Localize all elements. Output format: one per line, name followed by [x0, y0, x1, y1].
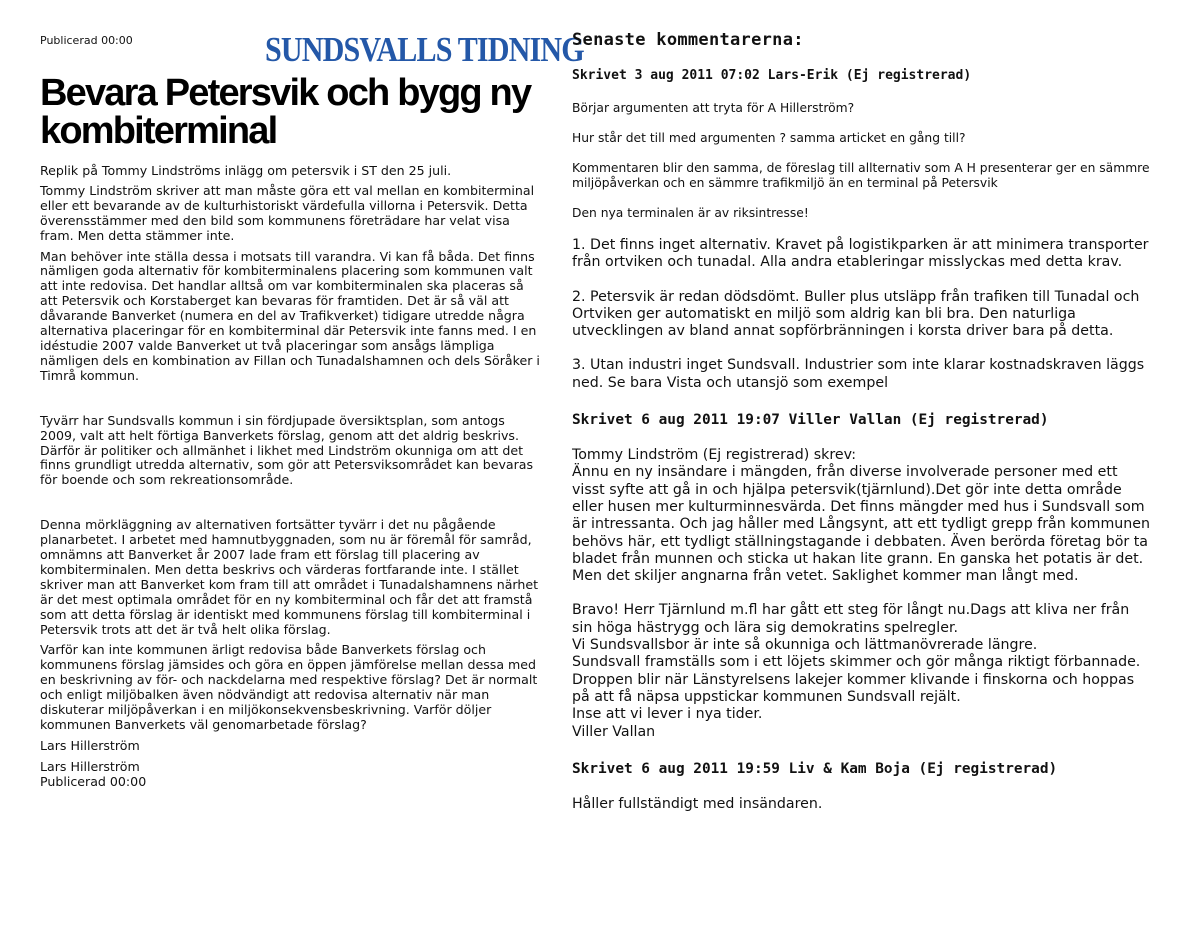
- comments-heading: Senaste kommentarerna:: [572, 30, 804, 50]
- comment-text: Kommentaren blir den samma, de föreslag till allternativ som A H presenterar ger en sämmre miljöpåverkan och en sämmre trafikmiljö än en terminal på Petersvik: [572, 161, 1150, 190]
- comment-meta: Skrivet 3 aug 2011 07:02 Lars-Erik (Ej registrerad): [572, 68, 972, 83]
- comment-text: Hur står det till med argumenten ? samma articket en gång till?: [572, 131, 966, 145]
- comment-text: Börjar argumenten att tryta för A Hillerström?: [572, 101, 855, 115]
- comment: [572, 68, 1152, 392]
- comment-text: Sundsvall framställs som i ett löjets skimmer och gör många riktigt förbannade.: [572, 654, 1141, 671]
- published-label-bottom: Publicerad 00:00: [40, 773, 147, 789]
- comment-text: Viller Vallan: [572, 723, 656, 740]
- author-signature: Lars Hillerström: [40, 758, 140, 774]
- article-paragraph: Denna mörkläggning av alternativen fortsätter tyvärr i det nu pågående planarbetet. I arbetet med hamnutbyggnaden, som nu är föremål för samråd, omnämns att Banverket år 2007 lade fram ett förslag till placering av kombiterminalen. Men detta beskrivs och värderas fortfarande inte. I stället skriver man att Banverket kom fram till att området i Tunadalshamnens närhet är det mest optimala området för en ny kombiterminal och får det att framstå som att detta förslag är identiskt med kommunens förslag till kombiterminal i Petersvik trots att det är två helt olika förslag.: [40, 517, 539, 637]
- comment-meta: Skrivet 6 aug 2011 19:59 Liv & Kam Boja (Ej registrerad): [572, 760, 1058, 777]
- comment-text: Ännu en ny insändare i mängden, från diverse involverade personer med ett visst syfte att gå in och hjälpa petersvik(tjärnlund).Det gör inte detta område eller husen mer kulturminnesvärda. Det finns mängder med hus i Sundsvall som är intressanta. Och jag håller med Långsynt, att ett tydligt grepp från kommunen behövs här, ett tydligt ställningstagande i debbaten. Även berörda företag bör ta bladet från munnen och sticka ut hakan lite grann. En ganska het potatis är det. Men det skiljer angnarna från vetet. Saklighet kommer man långt med.: [572, 464, 1150, 585]
- comment-meta: Skrivet 6 aug 2011 19:07 Viller Vallan (Ej registrerad): [572, 412, 1049, 429]
- published-label-top: Publicerad 00:00: [40, 34, 133, 47]
- article-paragraph: Man behöver inte ställa dessa i motsats till varandra. Vi kan få båda. Det finns nämligen goda alternativ för kombiterminalens placering som kommunen valt att inte redovisa. Det handlar alltså om var kombiterminalen ska placeras så att Petersvik och Korstaberget kan bevaras för framtiden. Det är så väl att dåvarande Banverket (numera en del av Trafikverket) tidigare utredde några alternativa placeringar för en kombiterminal där Petersvik inte fanns med. I en idéstudie 2007 valde Banverket ut två placeringar som ansågs lämpliga nämligen dels en kombination av Fillan och Tunadalshamnen och dels Söråker i Timrå kommun.: [40, 248, 540, 383]
- article-headline: Bevara Petersvik och bygg ny kombiterminal: [40, 72, 531, 152]
- comment-text: 2. Petersvik är redan dödsdömt. Buller plus utsläpp från trafiken till Tunadal och Ortviken ger automatiskt en miljö som aldrig kan bli bra. Den naturliga utvecklingen av bland annat sopförbränningen i korsta driver bara på detta.: [572, 288, 1140, 340]
- article-paragraph: Varför kan inte kommunen ärligt redovisa både Banverkets förslag och kommunens förslag jämsides och göra en öppen jämförelse mellan dessa med en beskrivning av för- och nackdelarna med respektive förslag? Det är normalt och enligt miljöbalken även nödvändigt att redovisa alternativ när man diskuterar miljöpåverkan i en miljökonsekvensbeskrivning. Varför döljer kommunen Banverkets väl genomarbetade förslag?: [40, 642, 538, 732]
- comment-text: Håller fullständigt med insändaren.: [572, 795, 823, 812]
- article-paragraph: Replik på Tommy Lindströms inlägg om petersvik i ST den 25 juli.: [40, 163, 452, 178]
- comment-text: Inse att vi lever i nya tider.: [572, 706, 763, 723]
- comment: [572, 411, 1152, 741]
- comment-text: Tommy Lindström (Ej registrerad) skrev:: [572, 447, 856, 464]
- author-signature: Lars Hillerström: [40, 737, 140, 753]
- comment-text: Den nya terminalen är av riksintresse!: [572, 206, 809, 220]
- comment-text: Bravo! Herr Tjärnlund m.fl har gått ett steg för långt nu.Dags att kliva ner från sin höga hästrygg och lära sig demokratins spelregler.: [572, 602, 1130, 636]
- comment-text: Droppen blir när Länstyrelsens lakejer kommer klivande i finskorna och hoppas på att få näpsa uppstickar kommunen Sundsvall rejält.: [572, 671, 1135, 705]
- newspaper-logo: SUNDSVALLS TIDNING: [265, 30, 584, 69]
- article-body: [40, 164, 540, 790]
- comment-text: 1. Det finns inget alternativ. Kravet på logistikparken är att minimera transporter från ortviken och tunadal. Alla andra etableringar misslyckas med detta krav.: [572, 237, 1149, 271]
- article-paragraph: Tyvärr har Sundsvalls kommun i sin fördjupade översiktsplan, som antogs 2009, valt att helt förtiga Banverkets förslag, genom att det aldrig beskrivs. Därför är politiker och allmänhet i likhet med Lindström okunniga om att det finns grundligt utredda alternativ, som gör att Petersviksområdet kan bevaras för boende och som rekreationsområde.: [40, 412, 534, 488]
- comment: [572, 760, 1152, 813]
- comment-text: Vi Sundsvallsbor är inte så okunniga och lättmanövrerade längre.: [572, 637, 1038, 654]
- comments-column: [572, 30, 1152, 813]
- comment-text: 3. Utan industri inget Sundsvall. Industrier som inte klarar kostnadskraven läggs ned. Se bara Vista och utansjö som exempel: [572, 357, 1145, 391]
- article-paragraph: Tommy Lindström skriver att man måste göra ett val mellan en kombiterminal eller ett bevarande av de kulturhistoriskt värdefulla villorna i Petersvik. Detta överensstämmer med den bild som kommunens företrädare har velat visa fram. Men detta stämmer inte.: [40, 182, 535, 243]
